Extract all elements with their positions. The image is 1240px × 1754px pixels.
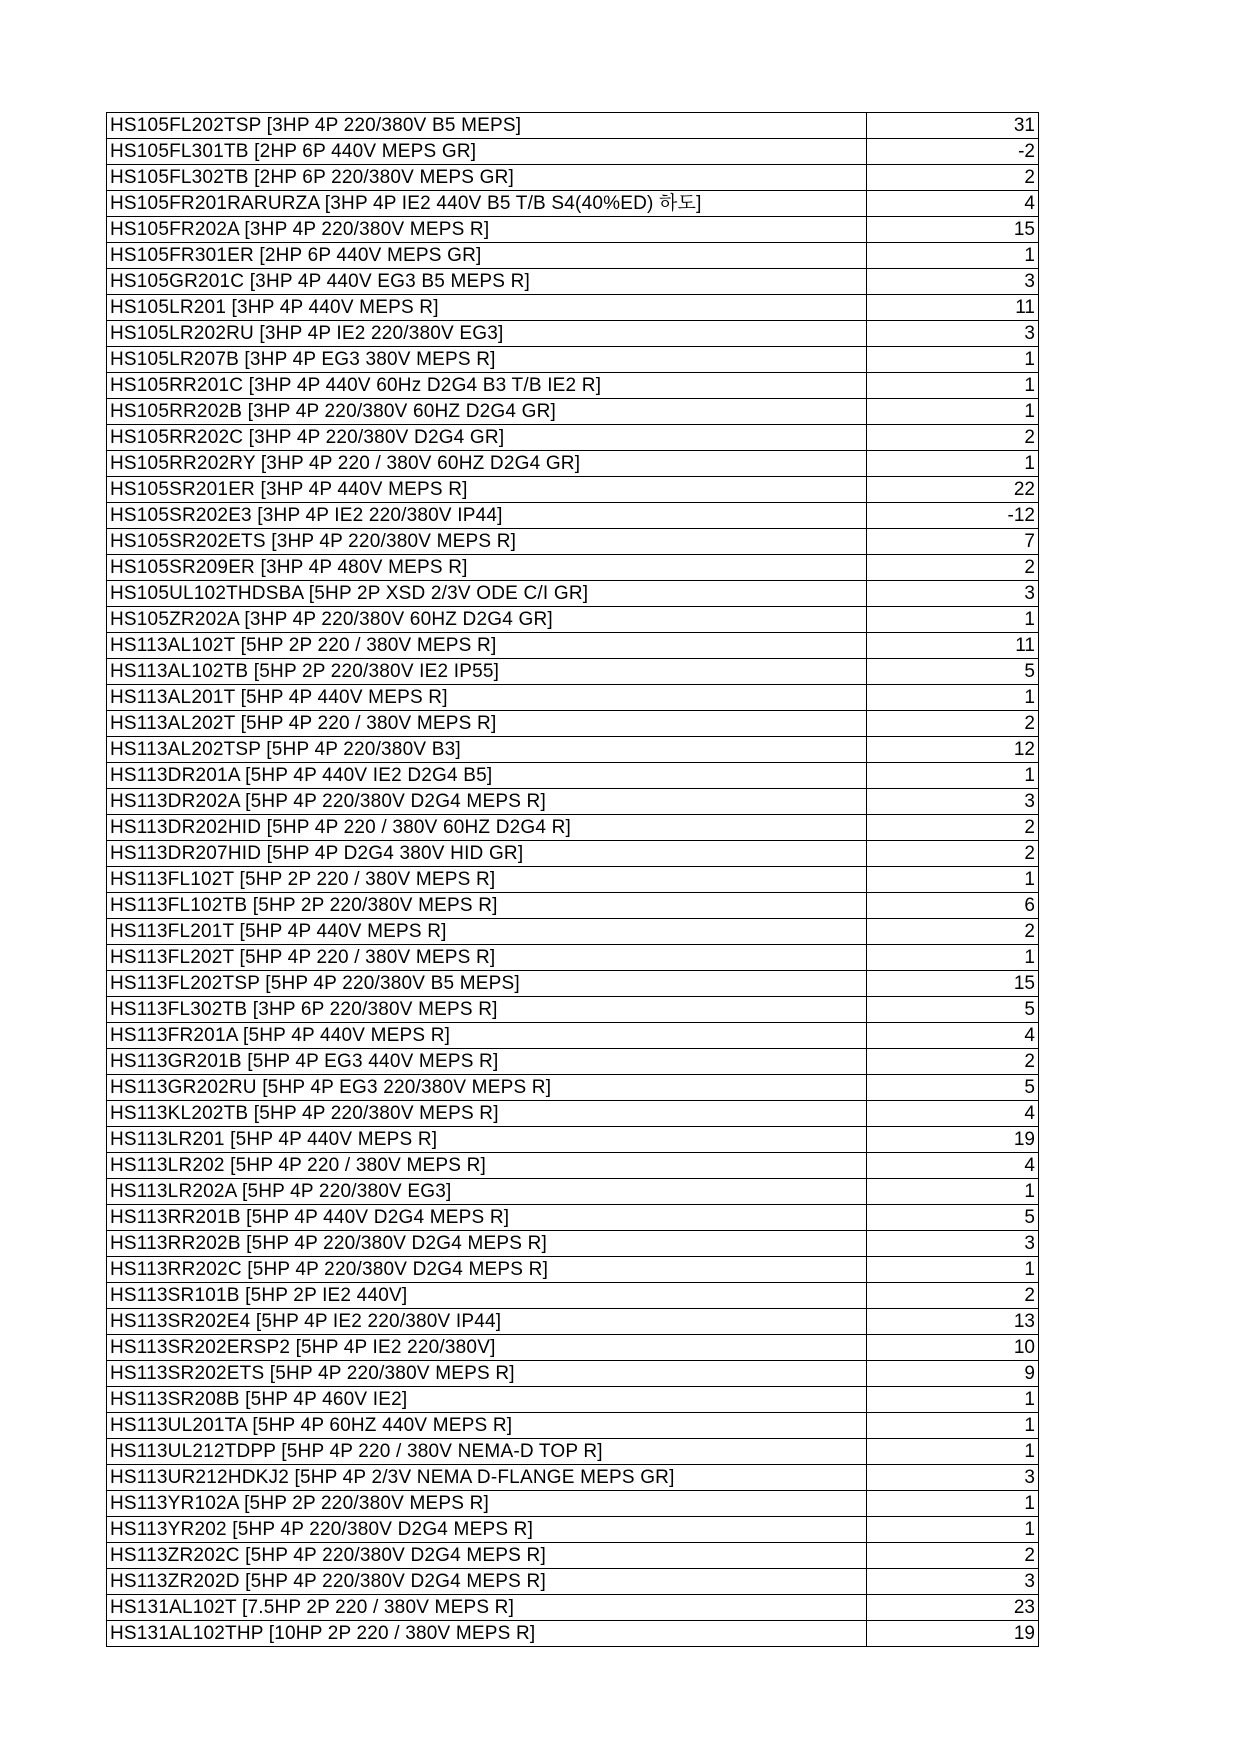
inventory-table bbox=[106, 112, 1039, 1647]
quantity-cell: 7 bbox=[867, 529, 1039, 555]
quantity-cell: 5 bbox=[867, 1075, 1039, 1101]
item-description-cell: HS113FL202TSP [5HP 4P 220/380V B5 MEPS] bbox=[107, 971, 867, 997]
quantity-cell: 1 bbox=[867, 1257, 1039, 1283]
item-description-cell: HS113SR202E4 [5HP 4P IE2 220/380V IP44] bbox=[107, 1309, 867, 1335]
table-row bbox=[107, 1595, 1039, 1621]
quantity-cell: 3 bbox=[867, 1569, 1039, 1595]
table-row bbox=[107, 1335, 1039, 1361]
quantity-cell: 11 bbox=[867, 633, 1039, 659]
table-row bbox=[107, 1205, 1039, 1231]
quantity-cell: 3 bbox=[867, 321, 1039, 347]
quantity-cell: 3 bbox=[867, 269, 1039, 295]
item-description-cell: HS113FL302TB [3HP 6P 220/380V MEPS R] bbox=[107, 997, 867, 1023]
table-row bbox=[107, 399, 1039, 425]
table-row bbox=[107, 1439, 1039, 1465]
quantity-cell: -2 bbox=[867, 139, 1039, 165]
quantity-cell: 1 bbox=[867, 1179, 1039, 1205]
quantity-cell: 19 bbox=[867, 1127, 1039, 1153]
quantity-cell: 2 bbox=[867, 425, 1039, 451]
table-row bbox=[107, 139, 1039, 165]
table-row bbox=[107, 1543, 1039, 1569]
item-description-cell: HS131AL102T [7.5HP 2P 220 / 380V MEPS R] bbox=[107, 1595, 867, 1621]
item-description-cell: HS113FL202T [5HP 4P 220 / 380V MEPS R] bbox=[107, 945, 867, 971]
quantity-cell: 2 bbox=[867, 919, 1039, 945]
quantity-cell: 2 bbox=[867, 555, 1039, 581]
item-description-cell: HS113SR208B [5HP 4P 460V IE2] bbox=[107, 1387, 867, 1413]
quantity-cell: 2 bbox=[867, 1283, 1039, 1309]
item-description-cell: HS113UR212HDKJ2 [5HP 4P 2/3V NEMA D-FLANGE MEPS GR] bbox=[107, 1465, 867, 1491]
quantity-cell: 1 bbox=[867, 1413, 1039, 1439]
item-description-cell: HS105FL202TSP [3HP 4P 220/380V B5 MEPS] bbox=[107, 113, 867, 139]
table-row bbox=[107, 841, 1039, 867]
item-description-cell: HS105RR202B [3HP 4P 220/380V 60HZ D2G4 GR] bbox=[107, 399, 867, 425]
table-row bbox=[107, 165, 1039, 191]
item-description-cell: HS105FR202A [3HP 4P 220/380V MEPS R] bbox=[107, 217, 867, 243]
table-row bbox=[107, 607, 1039, 633]
quantity-cell: 2 bbox=[867, 1049, 1039, 1075]
table-row bbox=[107, 1465, 1039, 1491]
table-row bbox=[107, 295, 1039, 321]
item-description-cell: HS113UL201TA [5HP 4P 60HZ 440V MEPS R] bbox=[107, 1413, 867, 1439]
quantity-cell: 2 bbox=[867, 165, 1039, 191]
item-description-cell: HS113LR201 [5HP 4P 440V MEPS R] bbox=[107, 1127, 867, 1153]
quantity-cell: 22 bbox=[867, 477, 1039, 503]
quantity-cell: 1 bbox=[867, 1517, 1039, 1543]
item-description-cell: HS113AL102TB [5HP 2P 220/380V IE2 IP55] bbox=[107, 659, 867, 685]
item-description-cell: HS113LR202A [5HP 4P 220/380V EG3] bbox=[107, 1179, 867, 1205]
quantity-cell: 19 bbox=[867, 1621, 1039, 1647]
table-row bbox=[107, 1283, 1039, 1309]
item-description-cell: HS113RR202B [5HP 4P 220/380V D2G4 MEPS R] bbox=[107, 1231, 867, 1257]
table-row bbox=[107, 997, 1039, 1023]
item-description-cell: HS113ZR202D [5HP 4P 220/380V D2G4 MEPS R] bbox=[107, 1569, 867, 1595]
quantity-cell: 1 bbox=[867, 243, 1039, 269]
item-description-cell: HS113DR201A [5HP 4P 440V IE2 D2G4 B5] bbox=[107, 763, 867, 789]
table-row bbox=[107, 1621, 1039, 1647]
item-description-cell: HS113FL102T [5HP 2P 220 / 380V MEPS R] bbox=[107, 867, 867, 893]
item-description-cell: HS113FL201T [5HP 4P 440V MEPS R] bbox=[107, 919, 867, 945]
item-description-cell: HS113FL102TB [5HP 2P 220/380V MEPS R] bbox=[107, 893, 867, 919]
table-row bbox=[107, 1049, 1039, 1075]
item-description-cell: HS113AL202TSP [5HP 4P 220/380V B3] bbox=[107, 737, 867, 763]
quantity-cell: -12 bbox=[867, 503, 1039, 529]
table-row bbox=[107, 815, 1039, 841]
table-row bbox=[107, 763, 1039, 789]
table-row bbox=[107, 477, 1039, 503]
item-description-cell: HS105SR201ER [3HP 4P 440V MEPS R] bbox=[107, 477, 867, 503]
item-description-cell: HS113SR202ERSP2 [5HP 4P IE2 220/380V] bbox=[107, 1335, 867, 1361]
item-description-cell: HS113SR202ETS [5HP 4P 220/380V MEPS R] bbox=[107, 1361, 867, 1387]
quantity-cell: 2 bbox=[867, 1543, 1039, 1569]
quantity-cell: 3 bbox=[867, 789, 1039, 815]
table-row bbox=[107, 737, 1039, 763]
item-description-cell: HS113ZR202C [5HP 4P 220/380V D2G4 MEPS R] bbox=[107, 1543, 867, 1569]
item-description-cell: HS113FR201A [5HP 4P 440V MEPS R] bbox=[107, 1023, 867, 1049]
quantity-cell: 1 bbox=[867, 399, 1039, 425]
table-row bbox=[107, 1517, 1039, 1543]
item-description-cell: HS113GR202RU [5HP 4P EG3 220/380V MEPS R] bbox=[107, 1075, 867, 1101]
item-description-cell: HS105LR207B [3HP 4P EG3 380V MEPS R] bbox=[107, 347, 867, 373]
table-row bbox=[107, 347, 1039, 373]
table-row bbox=[107, 529, 1039, 555]
table-row bbox=[107, 945, 1039, 971]
table-row bbox=[107, 1569, 1039, 1595]
item-description-cell: HS105SR202ETS [3HP 4P 220/380V MEPS R] bbox=[107, 529, 867, 555]
table-row bbox=[107, 971, 1039, 997]
table-row bbox=[107, 503, 1039, 529]
item-description-cell: HS105RR202RY [3HP 4P 220 / 380V 60HZ D2G4 GR] bbox=[107, 451, 867, 477]
item-description-cell: HS113AL102T [5HP 2P 220 / 380V MEPS R] bbox=[107, 633, 867, 659]
table-row bbox=[107, 321, 1039, 347]
table-row bbox=[107, 711, 1039, 737]
quantity-cell: 1 bbox=[867, 1439, 1039, 1465]
item-description-cell: HS113YR202 [5HP 4P 220/380V D2G4 MEPS R] bbox=[107, 1517, 867, 1543]
item-description-cell: HS105FR201RARURZA [3HP 4P IE2 440V B5 T/B S4(40%ED) 하도] bbox=[107, 191, 867, 217]
item-description-cell: HS105GR201C [3HP 4P 440V EG3 B5 MEPS R] bbox=[107, 269, 867, 295]
table-row bbox=[107, 1153, 1039, 1179]
item-description-cell: HS131AL102THP [10HP 2P 220 / 380V MEPS R] bbox=[107, 1621, 867, 1647]
quantity-cell: 1 bbox=[867, 867, 1039, 893]
quantity-cell: 15 bbox=[867, 217, 1039, 243]
quantity-cell: 6 bbox=[867, 893, 1039, 919]
table-row bbox=[107, 113, 1039, 139]
item-description-cell: HS113DR202A [5HP 4P 220/380V D2G4 MEPS R] bbox=[107, 789, 867, 815]
quantity-cell: 12 bbox=[867, 737, 1039, 763]
quantity-cell: 1 bbox=[867, 451, 1039, 477]
quantity-cell: 2 bbox=[867, 841, 1039, 867]
table-row bbox=[107, 1075, 1039, 1101]
quantity-cell: 3 bbox=[867, 1465, 1039, 1491]
table-row bbox=[107, 451, 1039, 477]
table-row bbox=[107, 373, 1039, 399]
table-row bbox=[107, 659, 1039, 685]
quantity-cell: 13 bbox=[867, 1309, 1039, 1335]
item-description-cell: HS113DR202HID [5HP 4P 220 / 380V 60HZ D2G4 R] bbox=[107, 815, 867, 841]
item-description-cell: HS105FL301TB [2HP 6P 440V MEPS GR] bbox=[107, 139, 867, 165]
quantity-cell: 10 bbox=[867, 1335, 1039, 1361]
table-row bbox=[107, 555, 1039, 581]
item-description-cell: HS113UL212TDPP [5HP 4P 220 / 380V NEMA-D TOP R] bbox=[107, 1439, 867, 1465]
quantity-cell: 4 bbox=[867, 1101, 1039, 1127]
table-row bbox=[107, 1491, 1039, 1517]
item-description-cell: HS113LR202 [5HP 4P 220 / 380V MEPS R] bbox=[107, 1153, 867, 1179]
quantity-cell: 31 bbox=[867, 113, 1039, 139]
table-row bbox=[107, 633, 1039, 659]
item-description-cell: HS113KL202TB [5HP 4P 220/380V MEPS R] bbox=[107, 1101, 867, 1127]
quantity-cell: 1 bbox=[867, 1491, 1039, 1517]
quantity-cell: 1 bbox=[867, 347, 1039, 373]
item-description-cell: HS105FR301ER [2HP 6P 440V MEPS GR] bbox=[107, 243, 867, 269]
quantity-cell: 15 bbox=[867, 971, 1039, 997]
table-row bbox=[107, 1413, 1039, 1439]
item-description-cell: HS105SR209ER [3HP 4P 480V MEPS R] bbox=[107, 555, 867, 581]
table-row bbox=[107, 191, 1039, 217]
quantity-cell: 3 bbox=[867, 581, 1039, 607]
table-row bbox=[107, 243, 1039, 269]
inventory-table-body bbox=[107, 113, 1039, 1647]
table-row bbox=[107, 1257, 1039, 1283]
quantity-cell: 1 bbox=[867, 763, 1039, 789]
table-row bbox=[107, 919, 1039, 945]
item-description-cell: HS113AL202T [5HP 4P 220 / 380V MEPS R] bbox=[107, 711, 867, 737]
quantity-cell: 1 bbox=[867, 685, 1039, 711]
quantity-cell: 1 bbox=[867, 373, 1039, 399]
quantity-cell: 1 bbox=[867, 607, 1039, 633]
item-description-cell: HS105RR201C [3HP 4P 440V 60Hz D2G4 B3 T/B IE2 R] bbox=[107, 373, 867, 399]
item-description-cell: HS113GR201B [5HP 4P EG3 440V MEPS R] bbox=[107, 1049, 867, 1075]
quantity-cell: 4 bbox=[867, 191, 1039, 217]
item-description-cell: HS105LR201 [3HP 4P 440V MEPS R] bbox=[107, 295, 867, 321]
item-description-cell: HS113YR102A [5HP 2P 220/380V MEPS R] bbox=[107, 1491, 867, 1517]
item-description-cell: HS113RR201B [5HP 4P 440V D2G4 MEPS R] bbox=[107, 1205, 867, 1231]
item-description-cell: HS105ZR202A [3HP 4P 220/380V 60HZ D2G4 GR] bbox=[107, 607, 867, 633]
table-row bbox=[107, 269, 1039, 295]
quantity-cell: 2 bbox=[867, 711, 1039, 737]
quantity-cell: 1 bbox=[867, 945, 1039, 971]
quantity-cell: 5 bbox=[867, 997, 1039, 1023]
table-row bbox=[107, 893, 1039, 919]
quantity-cell: 5 bbox=[867, 659, 1039, 685]
table-row bbox=[107, 1127, 1039, 1153]
table-row bbox=[107, 425, 1039, 451]
quantity-cell: 1 bbox=[867, 1387, 1039, 1413]
quantity-cell: 23 bbox=[867, 1595, 1039, 1621]
quantity-cell: 11 bbox=[867, 295, 1039, 321]
item-description-cell: HS105RR202C [3HP 4P 220/380V D2G4 GR] bbox=[107, 425, 867, 451]
table-row bbox=[107, 1387, 1039, 1413]
table-row bbox=[107, 1023, 1039, 1049]
quantity-cell: 2 bbox=[867, 815, 1039, 841]
table-row bbox=[107, 1179, 1039, 1205]
table-row bbox=[107, 1101, 1039, 1127]
quantity-cell: 3 bbox=[867, 1231, 1039, 1257]
table-row bbox=[107, 789, 1039, 815]
table-row bbox=[107, 685, 1039, 711]
table-row bbox=[107, 1361, 1039, 1387]
quantity-cell: 9 bbox=[867, 1361, 1039, 1387]
table-row bbox=[107, 217, 1039, 243]
quantity-cell: 5 bbox=[867, 1205, 1039, 1231]
item-description-cell: HS113RR202C [5HP 4P 220/380V D2G4 MEPS R] bbox=[107, 1257, 867, 1283]
item-description-cell: HS105SR202E3 [3HP 4P IE2 220/380V IP44] bbox=[107, 503, 867, 529]
table-row bbox=[107, 581, 1039, 607]
item-description-cell: HS105FL302TB [2HP 6P 220/380V MEPS GR] bbox=[107, 165, 867, 191]
quantity-cell: 4 bbox=[867, 1023, 1039, 1049]
table-row bbox=[107, 1231, 1039, 1257]
item-description-cell: HS105LR202RU [3HP 4P IE2 220/380V EG3] bbox=[107, 321, 867, 347]
item-description-cell: HS113DR207HID [5HP 4P D2G4 380V HID GR] bbox=[107, 841, 867, 867]
table-row bbox=[107, 1309, 1039, 1335]
quantity-cell: 4 bbox=[867, 1153, 1039, 1179]
item-description-cell: HS105UL102THDSBA [5HP 2P XSD 2/3V ODE C/I GR] bbox=[107, 581, 867, 607]
table-row bbox=[107, 867, 1039, 893]
item-description-cell: HS113AL201T [5HP 4P 440V MEPS R] bbox=[107, 685, 867, 711]
item-description-cell: HS113SR101B [5HP 2P IE2 440V] bbox=[107, 1283, 867, 1309]
